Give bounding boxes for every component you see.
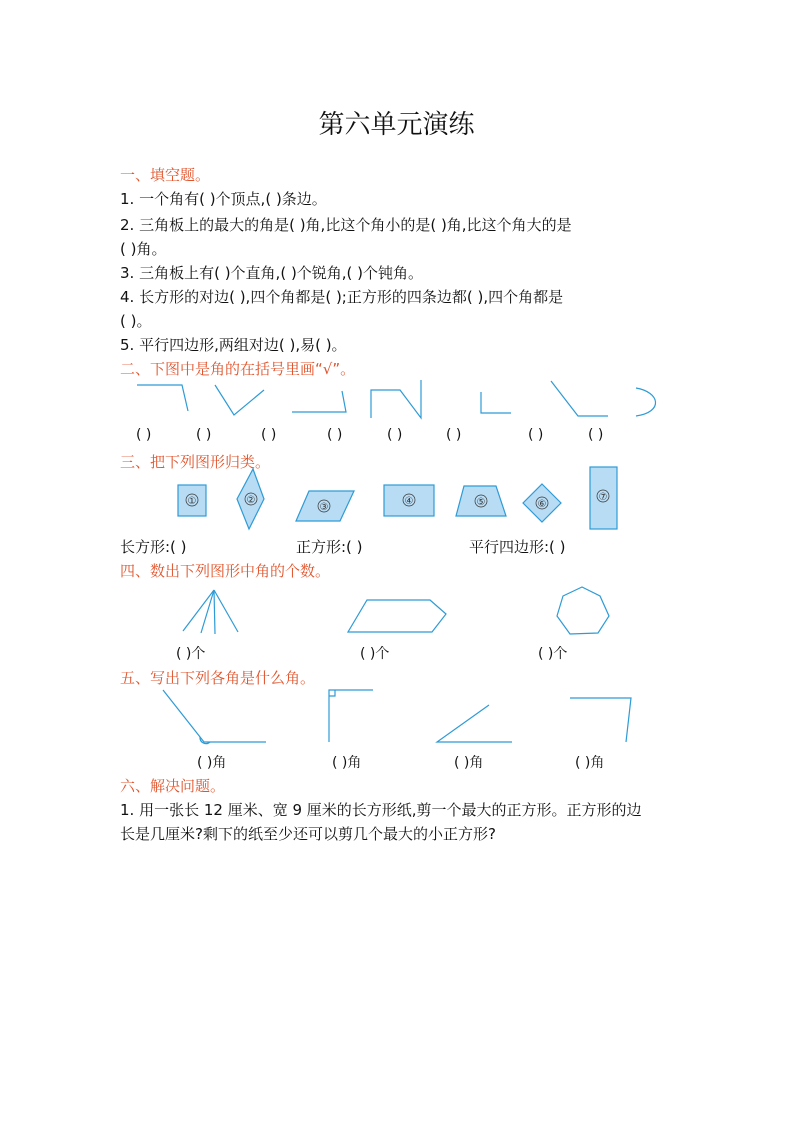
section-5-heading: 五、写出下列各角是什么角。 xyxy=(120,669,316,687)
shape-number-6: ⑥ xyxy=(537,499,547,510)
page-title: 第六单元演练 xyxy=(318,110,475,140)
s2-blank-7: ( ) xyxy=(528,427,544,443)
section-1-heading: 一、填空题。 xyxy=(120,166,211,184)
section-6-heading: 六、解决问题。 xyxy=(120,777,226,795)
s4-answer-2: ( )个 xyxy=(360,646,390,662)
s1-line-5: 4. 长方形的对边( ),四个角都是( );正方形的四条边都( ),四个角都是 xyxy=(120,288,564,306)
shape-number-2: ② xyxy=(246,495,256,506)
shape-number-7: ⑦ xyxy=(598,492,608,503)
s3-label-parallelogram: 平行四边形:( ) xyxy=(469,538,566,556)
s2-blank-8: ( ) xyxy=(588,427,604,443)
obtuse-angle-figure-2 xyxy=(570,698,631,742)
s6-line-2: 长是几厘米?剩下的纸至少还可以剪几个最大的小正方形? xyxy=(120,825,496,843)
acute-angle-figure xyxy=(437,705,512,742)
shape-number-5: ⑤ xyxy=(476,497,486,508)
s5-answer-1: ( )角 xyxy=(197,755,227,771)
s5-answer-2: ( )角 xyxy=(332,755,362,771)
s3-label-rectangle: 长方形:( ) xyxy=(120,538,187,556)
section-3-heading: 三、把下列图形归类。 xyxy=(120,453,271,471)
s2-blank-3: ( ) xyxy=(261,427,277,443)
s3-label-square: 正方形:( ) xyxy=(296,538,363,556)
s2-blank-6: ( ) xyxy=(446,427,462,443)
s2-blank-4: ( ) xyxy=(327,427,343,443)
section-4-heading: 四、数出下列图形中角的个数。 xyxy=(120,562,331,580)
s2-blank-5: ( ) xyxy=(387,427,403,443)
s1-line-4: 3. 三角板上有( )个直角,( )个锐角,( )个钝角。 xyxy=(120,264,424,282)
s4-answer-3: ( )个 xyxy=(538,646,568,662)
shape-number-4: ④ xyxy=(404,496,414,507)
s4-answer-1: ( )个 xyxy=(176,646,206,662)
s6-line-1: 1. 用一张长 12 厘米、宽 9 厘米的长方形纸,剪一个最大的正方形。正方形的边 xyxy=(120,801,642,819)
s5-answer-4: ( )角 xyxy=(575,755,605,771)
s1-line-6: ( )。 xyxy=(120,312,152,330)
shape-number-3: ③ xyxy=(319,502,329,513)
shape-number-1: ① xyxy=(187,496,197,507)
s2-blank-2: ( ) xyxy=(196,427,212,443)
s2-blank-1: ( ) xyxy=(136,427,152,443)
obtuse-angle-figure xyxy=(163,690,266,744)
right-angle-figure xyxy=(329,690,373,742)
section-2-heading: 二、下图中是角的在括号里画“√”。 xyxy=(120,360,356,378)
s1-line-2: 2. 三角板上的最大的角是( )角,比这个角小的是( )角,比这个角大的是 xyxy=(120,216,572,234)
s1-line-3: ( )角。 xyxy=(120,240,167,258)
s1-line-1: 1. 一个角有( )个顶点,( )条边。 xyxy=(120,190,327,208)
s5-answer-3: ( )角 xyxy=(454,755,484,771)
s1-line-7: 5. 平行四边形,两组对边( ),易( )。 xyxy=(120,336,347,354)
